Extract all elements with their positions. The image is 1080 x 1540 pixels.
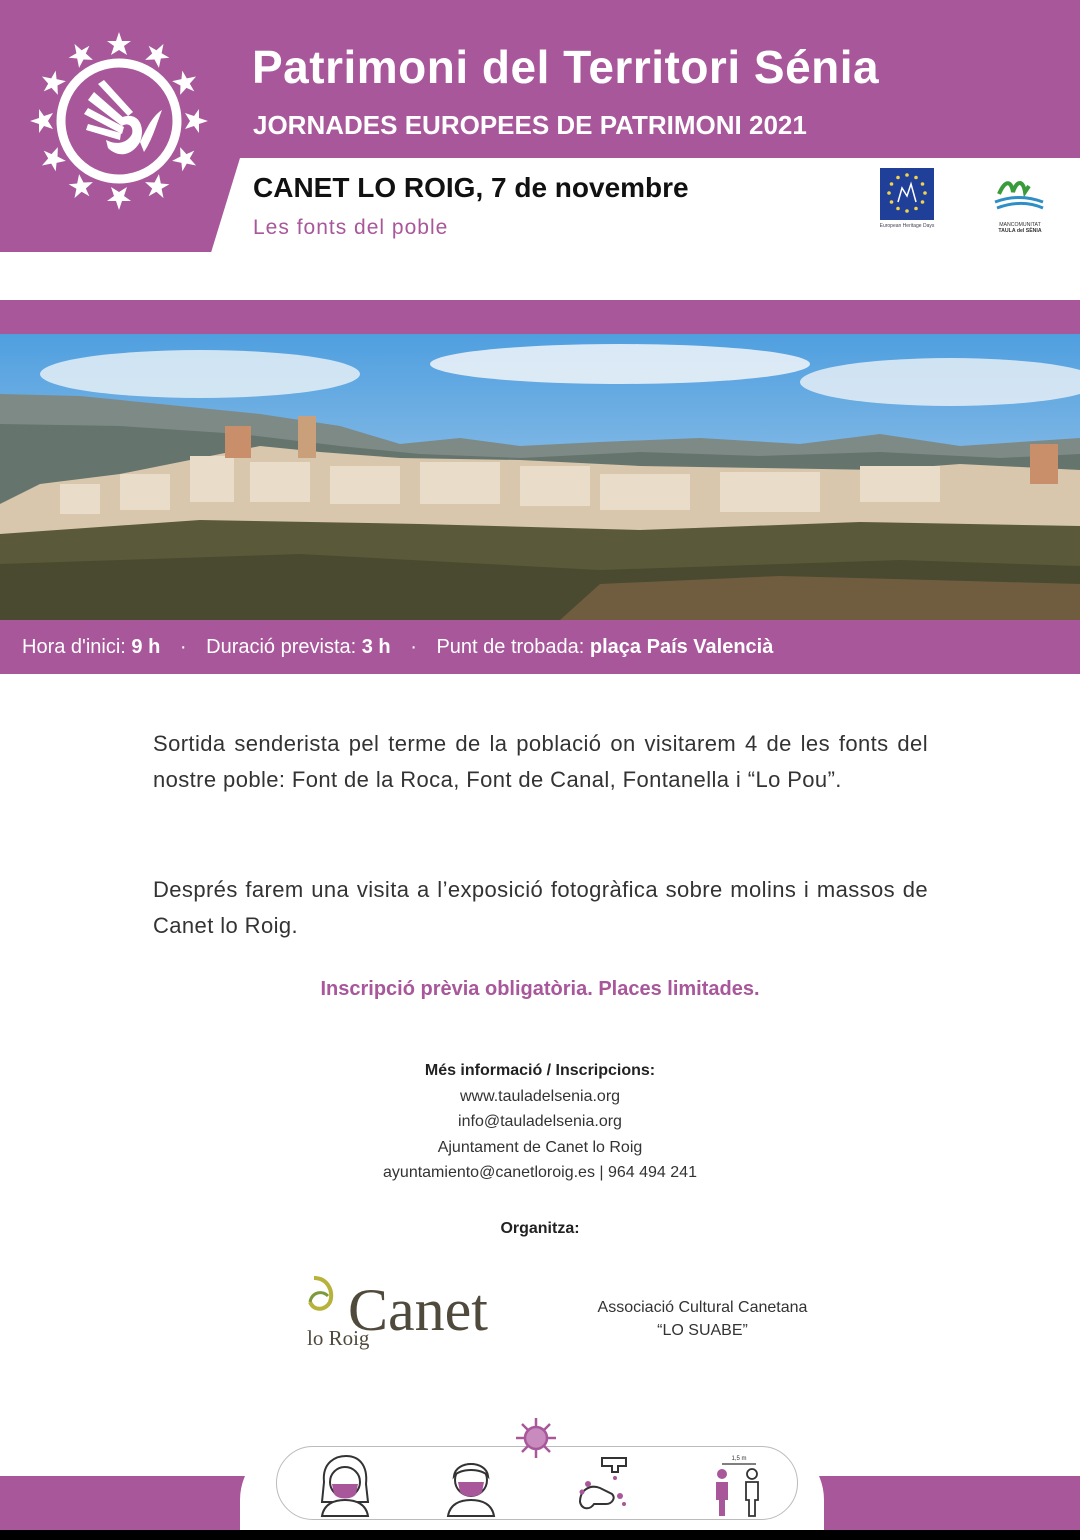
duration-label: Duració prevista: xyxy=(206,636,357,658)
european-heritage-days-logo xyxy=(880,168,934,220)
town-hall-contact[interactable]: ayuntamiento@canetloroig.es | 964 494 241 xyxy=(383,1164,697,1181)
svg-text:MANCOMUNITAT: MANCOMUNITAT xyxy=(999,222,1041,228)
event-heading: CANET LO ROIG, 7 de novembre xyxy=(253,172,689,203)
page-title: Patrimoni del Territori Sénia xyxy=(252,41,880,93)
bottom-edge xyxy=(0,1530,1080,1540)
eu-stars-icon xyxy=(880,168,934,220)
village-panorama-photo xyxy=(0,334,1080,620)
meeting-point-label: Punt de trobada: xyxy=(436,636,585,658)
mask-woman-icon xyxy=(312,1452,378,1520)
contact-heading: Més informació / Inscripcions: xyxy=(424,1062,656,1079)
start-time-label: Hora d'inici: xyxy=(22,636,126,658)
heritage-hand-emblem-icon xyxy=(28,30,210,212)
contact-info xyxy=(0,1058,1080,1186)
start-time-value: 9 h xyxy=(131,636,161,658)
info-bar xyxy=(0,620,1080,674)
distance-icon xyxy=(706,1452,772,1520)
association-line-1: Associació Cultural Canetana xyxy=(597,1299,808,1316)
meeting-point-value: plaça País Valencià xyxy=(589,636,774,658)
association-name xyxy=(560,1296,845,1342)
email-link[interactable]: info@tauladelsenia.org xyxy=(458,1113,622,1130)
photo-top-band xyxy=(0,300,1080,334)
duration-value: 3 h xyxy=(361,636,391,658)
event-subheading: Les fonts del poble xyxy=(253,216,449,239)
page-subtitle: JORNADES EUROPEES DE PATRIMONI 2021 xyxy=(253,110,807,140)
description-paragraph-2: Després farem una visita a l’exposició fotogràfica sobre molins i massos de Canet lo Roig. xyxy=(153,877,928,938)
info-bar-text xyxy=(22,636,773,659)
canet-logo-word: Canet xyxy=(348,1277,488,1343)
mancomunitat-taula-senia-logo xyxy=(985,172,1055,242)
separator: · xyxy=(410,636,417,658)
hand-washing-icon xyxy=(572,1452,638,1520)
canet-logo-sub: lo Roig xyxy=(307,1326,370,1350)
organizers-heading: Organitza: xyxy=(500,1220,580,1237)
svg-text:TAULA del SÈNIA: TAULA del SÈNIA xyxy=(998,228,1042,234)
registration-notice: Inscripció prèvia obligatòria. Places limitades. xyxy=(320,978,760,1000)
virus-icon xyxy=(512,1414,560,1462)
town-hall-name: Ajuntament de Canet lo Roig xyxy=(437,1138,643,1156)
website-link[interactable]: www.tauladelsenia.org xyxy=(459,1087,621,1105)
eu-logo-caption: European Heritage Days xyxy=(879,223,935,229)
association-line-2: “LO SUABE” xyxy=(657,1322,748,1339)
distance-label: 1,5 m xyxy=(731,1456,747,1462)
mask-man-icon xyxy=(438,1452,504,1520)
description-paragraph-1: Sortida senderista pel terme de la població on visitarem 4 de les fonts del nostre poble: Font de la Roca, Font de Canal, Fontanella i “Lo Pou”. xyxy=(153,731,928,792)
separator: · xyxy=(179,636,187,658)
